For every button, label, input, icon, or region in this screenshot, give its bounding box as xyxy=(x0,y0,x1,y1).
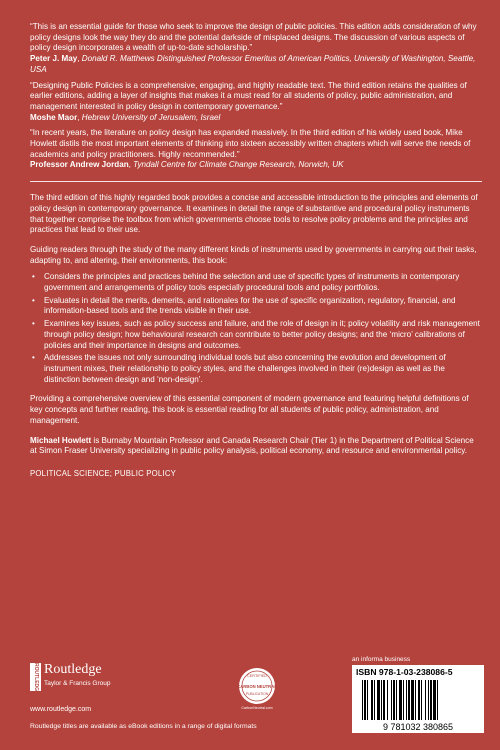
quote-attribution: Peter J. May, Donald R. Matthews Distinguished Professor Emeritus of American Politics, University of Washington, Seattle, USA xyxy=(30,54,476,74)
author-bio xyxy=(30,436,482,457)
endorser-name: Peter J. May xyxy=(30,54,78,64)
divider xyxy=(30,181,482,182)
barcode-icon xyxy=(356,680,480,732)
barcode-bar xyxy=(433,680,436,720)
barcode-bar xyxy=(383,680,385,720)
carbon-badge-bottom: PUBLICATION xyxy=(245,692,269,696)
description-paragraph-3: Providing a comprehensive overview of this essential component of modern governance and featuring helpful definitions of key concepts and further reading, this book is essential reading for all students of public policy, administration, and management. xyxy=(30,394,469,425)
quote-text: “This is an essential guide for those who seek to improve the design of public policies. This edition adds consideration of why policy designs look the way they do and the potential darkside of misplaced designs. The discussion of various aspects of policy design incorporates a wealth of up-to-date scholarship.” xyxy=(30,22,477,53)
quote-text: “In recent years, the literature on policy design has expanded massively. In the third edition of his widely used book, Mike Howlett distils the most important elements of thinking into sixteen accessibly written chapters which will serve the needs of academics and policy practitioners. Highly recommended.” xyxy=(30,128,471,159)
barcode-bar xyxy=(430,680,432,720)
barcode-bar xyxy=(377,680,380,720)
list-item: • Evaluates in detail the merits, demerits, and rationales for the use of specific organization, regulatory, financial, and information-based tools and the trends visible in their use. xyxy=(30,296,482,317)
barcode-bar xyxy=(393,680,395,720)
barcode-bar xyxy=(387,680,388,720)
barcode-bar xyxy=(391,680,392,720)
subject-category: POLITICAL SCIENCE; PUBLIC POLICY xyxy=(30,468,177,478)
feature-list xyxy=(30,272,482,385)
barcode-bar xyxy=(362,680,363,720)
isbn-number: ISBN 978-1-03-238086-5 xyxy=(356,667,453,677)
endorsement-quote-2 xyxy=(30,81,482,124)
author-name: Michael Howlett xyxy=(30,435,92,445)
barcode-bar xyxy=(399,680,402,720)
barcode-bar xyxy=(381,680,382,720)
barcode-bar xyxy=(425,680,426,720)
barcode-bar xyxy=(374,680,375,720)
endorsement-quote-3 xyxy=(30,128,482,171)
informa-tagline: an informa business xyxy=(352,656,411,663)
endorser-affiliation: Hebrew University of Jerusalem, Israel xyxy=(81,112,221,122)
publisher-group: Taylor & Francis Group xyxy=(44,680,111,687)
list-item: • Addresses the issues not only surrounding individual tools but also concerning the evolution and development of instrument mixes, their relationship to policy styles, and the challenges involved in their (re)design as well as the distinction between design and ‘non-design’. xyxy=(30,353,482,385)
publisher-name: Routledge xyxy=(44,662,102,677)
barcode-bar xyxy=(371,680,373,720)
barcode-bar xyxy=(418,680,420,720)
routledge-logo xyxy=(30,663,110,703)
barcode-bar xyxy=(367,680,368,720)
quote-attribution: Moshe Maor, Hebrew University of Jerusalem, Israel xyxy=(30,112,221,122)
endorser-affiliation: Tyndall Centre for Climate Change Research, Norwich, UK xyxy=(133,160,344,170)
carbon-badge-top: CERTIFIED xyxy=(247,674,267,678)
barcode-bar xyxy=(421,680,422,720)
ebook-note: Routledge titles are available as eBook editions in a range of digital formats xyxy=(30,723,257,730)
quote-text: “Designing Public Policies is a comprehensive, engaging, and highly readable text. The third edition retains the qualities of earlier editions, adding a layer of insights that makes it a must read for all students of policy, public administration, and management interested in policy design in contemporary governance.” xyxy=(30,80,467,111)
endorser-affiliation: Donald R. Matthews Distinguished Professor Emeritus of American Politics, University of Washington, Seattle, USA xyxy=(30,54,476,74)
barcode-bar xyxy=(411,680,414,720)
back-cover-text xyxy=(30,22,482,478)
barcode-bar xyxy=(364,680,366,720)
carbon-badge-title: CARBON NEUTRAL xyxy=(237,684,277,689)
barcode-bar xyxy=(408,680,410,720)
cover-footer xyxy=(30,656,482,738)
list-item: • Examines key issues, such as policy success and failure, and the role of design in it; policy volatility and risk management through policy design; how behavioural research can contribute to better policy designs; and the ‘micro’ calibrations of policies and their importance in designs and outcomes. xyxy=(30,319,482,351)
description-paragraph-2: Guiding readers through the study of the many different kinds of instruments used by governments in carrying out their tasks, adapting to, and altering, their environments, this book: xyxy=(30,244,477,265)
barcode-bar xyxy=(396,680,397,720)
barcode-bar xyxy=(403,680,404,720)
endorser-name: Professor Andrew Jordan xyxy=(30,160,129,170)
barcode-bar xyxy=(437,680,438,720)
barcode-bar xyxy=(428,680,429,720)
quote-attribution: Professor Andrew Jordan, Tyndall Centre for Climate Change Research, Norwich, UK xyxy=(30,160,344,170)
description-paragraph-1: The third edition of this highly regarded book provides a concise and accessible introduction to the principles and elements of policy design in contemporary governance. It examines in detail the range of substantive and procedural policy instruments that together comprise the toolbox from which governments choose tools to resolve policy problems and the principles and practices that lead to their use. xyxy=(30,193,478,235)
publisher-url: www.routledge.com xyxy=(30,706,92,713)
list-item: • Considers the principles and practices behind the selection and use of specific types of instruments in contemporary government and arrangements of policy tools especially procedural tools and policy portfolios. xyxy=(30,272,482,293)
endorser-name: Moshe Maor xyxy=(30,112,78,122)
isbn-barcode xyxy=(352,665,484,733)
carbon-neutral-badge-icon xyxy=(235,665,279,711)
publisher-mark-icon: ROUTLEDGE xyxy=(30,663,41,691)
carbon-badge-url: CarbonNeutral.com xyxy=(241,706,273,710)
barcode-digits: 9 781032 380865 xyxy=(382,722,454,732)
barcode-bar xyxy=(415,680,416,720)
barcode-bar xyxy=(406,680,407,720)
author-bio-text: is Burnaby Mountain Professor and Canada Research Chair (Tier 1) in the Department of Political Science at Simon Fraser University specializing in public policy analysis, political economy, and resource and environmental policy. xyxy=(30,435,474,456)
endorsement-quote-1 xyxy=(30,22,482,76)
